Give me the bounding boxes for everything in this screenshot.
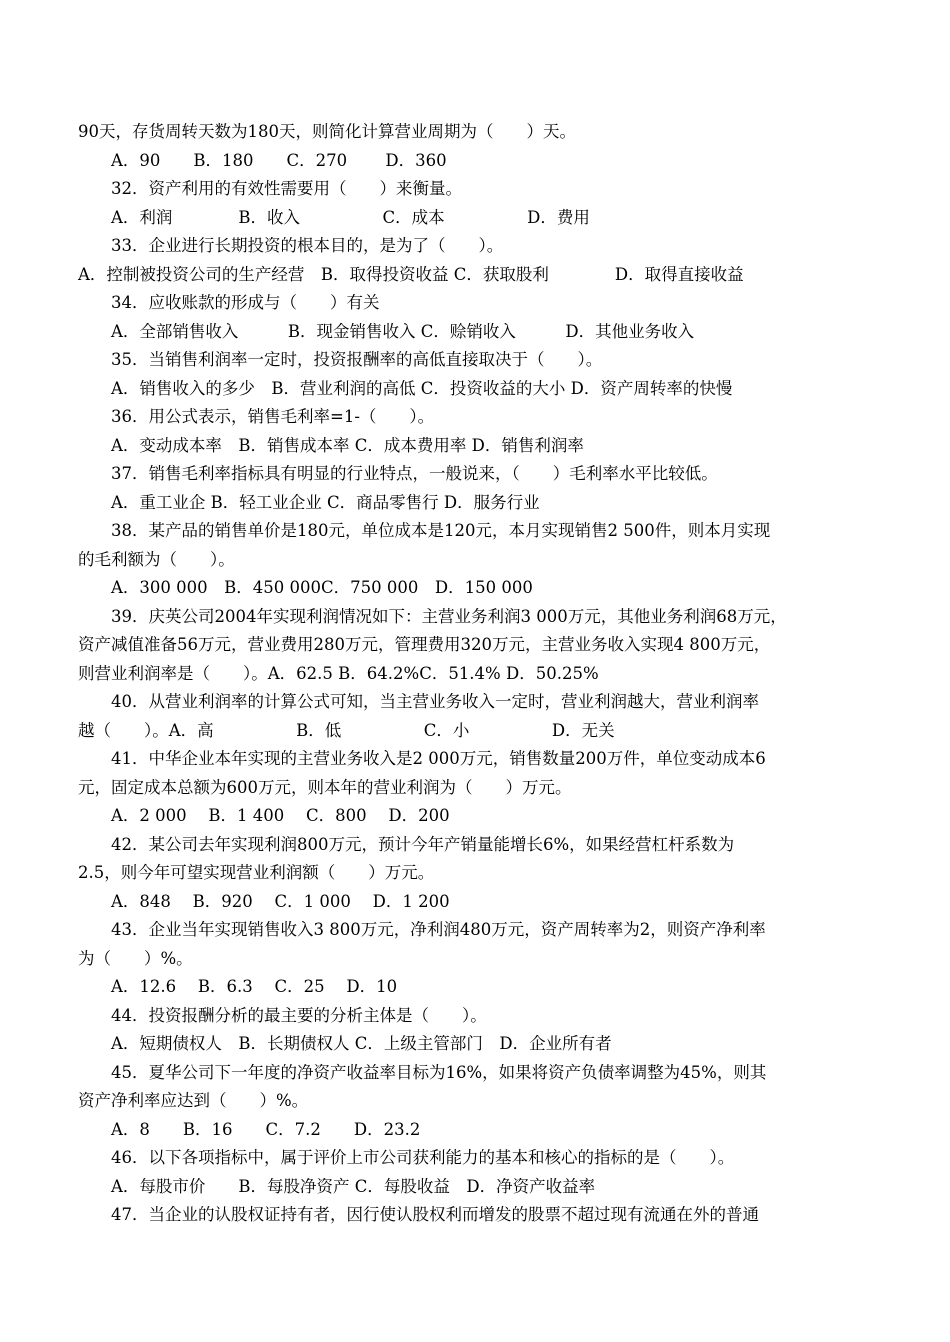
text-line: A．12.6 B．6.3 C．25 D．10 xyxy=(78,977,398,996)
text-line: 34．应收账款的形成与（ ）有关 xyxy=(78,293,380,312)
text-line: 2.5，则今年可望实现营业利润额（ ）万元。 xyxy=(78,863,435,882)
text-line: 45．夏华公司下一年度的净资产收益率目标为16%，如果将资产负债率调整为45%，则其 xyxy=(78,1063,767,1082)
text-line: A．利润 B．收入 C．成本 D．费用 xyxy=(78,208,590,227)
text-line: 37．销售毛利率指标具有明显的行业特点，一般说来，（ ）毛利率水平比较低。 xyxy=(78,464,718,483)
text-line: 的毛利额为（ ）。 xyxy=(78,550,235,569)
text-line: 为（ ）%。 xyxy=(78,949,193,968)
text-line: 44．投资报酬分析的最主要的分析主体是（ ）。 xyxy=(78,1006,487,1025)
text-line: 38．某产品的销售单价是180元，单位成本是120元，本月实现销售2 500件，则本月实现 xyxy=(78,521,771,540)
text-line: 元，固定成本总额为600万元，则本年的营业利润为（ ）万元。 xyxy=(78,778,572,797)
text-line: A．90 B．180 C．270 D．360 xyxy=(78,151,447,170)
text-line: A．全部销售收入 B．现金销售收入 C．赊销收入 D．其他业务收入 xyxy=(78,322,695,341)
text-line: 43．企业当年实现销售收入3 800万元，净利润480万元，资产周转率为2，则资产净利率 xyxy=(78,920,766,939)
text-line: A．848 B．920 C．1 000 D．1 200 xyxy=(78,892,450,911)
text-line: 35．当销售利润率一定时，投资报酬率的高低直接取决于（ ）。 xyxy=(78,350,603,369)
text-line: A．重工业企 B．轻工业企业 C．商品零售行 D．服务行业 xyxy=(78,493,540,512)
text-line: 41．中华企业本年实现的主营业务收入是2 000万元，销售数量200万件，单位变动成本6 xyxy=(78,749,766,768)
text-line: 46．以下各项指标中，属于评价上市公司获利能力的基本和核心的指标的是（ ）。 xyxy=(78,1148,735,1167)
text-line: A．短期债权人 B．长期债权人 C．上级主管部门 D．企业所有者 xyxy=(78,1034,612,1053)
text-line: A．2 000 B．1 400 C．800 D．200 xyxy=(78,806,450,825)
text-line: A．控制被投资公司的生产经营 B．取得投资收益 C．获取股利 D．取得直接收益 xyxy=(78,265,744,284)
text-line: 40．从营业利润率的计算公式可知，当主营业务收入一定时，营业利润越大，营业利润率 xyxy=(78,692,759,711)
text-line: 47．当企业的认股权证持有者，因行使认股权利而增发的股票不超过现有流通在外的普通 xyxy=(78,1205,759,1224)
text-line: 39．庆英公司2004年实现利润情况如下：主营业务利润3 000万元，其他业务利润68万元， xyxy=(78,607,787,626)
text-line: 33．企业进行长期投资的根本目的，是为了（ ）。 xyxy=(78,236,504,255)
text-line: 42．某公司去年实现利润800万元，预计今年产销量能增长6%，如果经营杠杆系数为 xyxy=(78,835,735,854)
text-line: A．8 B．16 C．7.2 D．23.2 xyxy=(78,1120,421,1139)
text-line: 90天，存货周转天数为180天，则简化计算营业周期为（ ）天。 xyxy=(78,122,576,141)
text-line: 资产减值准备56万元，营业费用280万元，管理费用320万元，主营业务收入实现4 800万元， xyxy=(78,635,771,654)
text-line: 越（ ）。A．高 B．低 C．小 D．无关 xyxy=(78,721,615,740)
text-line: 则营业利润率是（ ）。A．62.5 B．64.2%C．51.4% D．50.25% xyxy=(78,664,599,683)
text-line: A．销售收入的多少 B．营业利润的高低 C．投资收益的大小 D．资产周转率的快慢 xyxy=(78,379,733,398)
text-line: A．变动成本率 B．销售成本率 C．成本费用率 D．销售利润率 xyxy=(78,436,584,455)
text-line: A．每股市价 B．每股净资产 C．每股收益 D．净资产收益率 xyxy=(78,1177,596,1196)
text-line: 32．资产利用的有效性需要用（ ）来衡量。 xyxy=(78,179,462,198)
text-line: A．300 000 B．450 000C．750 000 D．150 000 xyxy=(78,578,533,597)
text-line: 资产净利率应达到（ ）%。 xyxy=(78,1091,309,1110)
text-line: 36．用公式表示，销售毛利率=1-（ ）。 xyxy=(78,407,435,426)
